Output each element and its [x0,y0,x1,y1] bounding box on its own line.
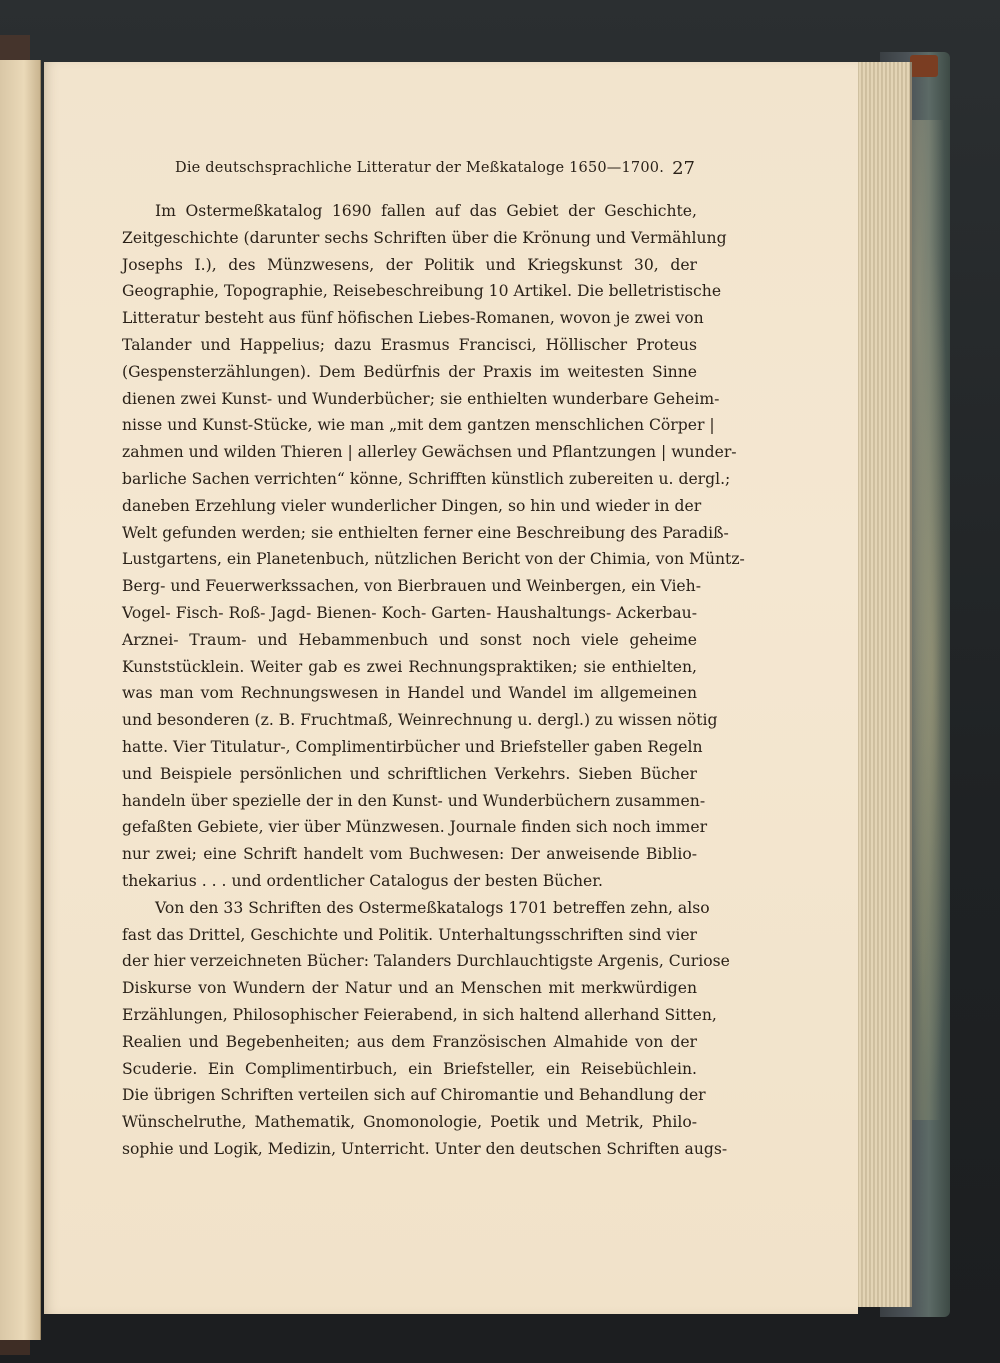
text-line: nur zwei; eine Schrift handelt vom Buchwesen: Der anweisende Biblio- [122,845,697,864]
text-line: Vogel- Fisch- Roß- Jagd- Bienen- Koch- Garten- Haushaltungs- Ackerbau- [122,603,697,622]
text-line: was man vom Rechnungswesen in Handel und Wandel im allgemeinen [122,684,697,703]
text-line: thekarius . . . und ordentlicher Catalogus der besten Bücher. [122,871,603,890]
text-line: Welt gefunden werden; sie enthielten ferner eine Beschreibung des Paradiß- [122,523,729,542]
text-line: fast das Drittel, Geschichte und Politik. Unterhaltungsschriften sind vier [122,925,697,944]
text-line: Josephs I.), des Münzwesens, der Politik und Kriegskunst 30, der [122,255,697,274]
text-line: Geographie, Topographie, Reisebeschreibung 10 Artikel. Die belletristische [122,282,722,301]
text-line: Diskurse von Wundern der Natur und an Menschen mit merkwürdigen [122,979,697,998]
text-line: Talander und Happelius; dazu Erasmus Francisci, Höllischer Proteus [122,335,697,354]
previous-page-edge [0,60,41,1340]
cover-corner-leather [910,55,938,77]
running-title: Die deutschsprachliche Litteratur der Meßkataloge 1650—1700. [175,160,665,176]
text-line: Kunststücklein. Weiter gab es zwei Rechnungspraktiken; sie enthielten, [122,657,697,676]
text-line: daneben Erzehlung vieler wunderlicher Dingen, so hin und wieder in der [122,496,702,515]
running-head [175,160,695,186]
text-line: Realien und Begebenheiten; aus dem Französischen Almahide von der [122,1032,697,1051]
text-line: Von den 33 Schriften des Ostermeßkatalogs 1701 betreffen zehn, also [155,898,710,917]
body-text [122,198,745,1163]
page-number: 27 [672,158,695,179]
text-line: Lustgartens, ein Planetenbuch, nützlichen Bericht von der Chimia, von Müntz- [122,550,745,569]
text-line: und Beispiele persönlichen und schriftlichen Verkehrs. Sieben Bücher [122,764,697,783]
text-line: hatte. Vier Titulatur-, Complimentirbücher und Briefsteller gaben Regeln [122,737,703,756]
text-line: Erzählungen, Philosophischer Feierabend, in sich haltend allerhand Sitten, [122,1005,717,1024]
text-line: Litteratur besteht aus fünf höfischen Liebes-Romanen, wovon je zwei von [122,309,704,328]
text-line: handeln über spezielle der in den Kunst- und Wunderbüchern zusammen- [122,791,706,810]
page-stack-edges [855,62,912,1307]
text-line: und besonderen (z. B. Fruchtmaß, Weinrechnung u. dergl.) zu wissen nötig [122,711,718,730]
text-line: zahmen und wilden Thieren | allerley Gewächsen und Pflantzungen | wunder- [122,443,737,462]
text-line: Berg- und Feuerwerkssachen, von Bierbrauen und Weinbergen, ein Vieh- [122,577,701,596]
text-line: Zeitgeschichte (darunter sechs Schriften über die Krönung und Vermählung [122,228,727,247]
text-line: Wünschelruthe, Mathematik, Gnomonologie, Poetik und Metrik, Philo- [122,1113,697,1132]
text-line: der hier verzeichneten Bücher: Talanders Durchlauchtigste Argenis, Curiose [122,952,730,971]
text-line: (Gespensterzählungen). Dem Bedürfnis der Praxis im weitesten Sinne [122,362,697,381]
text-line: dienen zwei Kunst- und Wunderbücher; sie enthielten wunderbare Geheim- [122,389,720,408]
text-line: Scuderie. Ein Complimentirbuch, ein Briefsteller, ein Reisebüchlein. [122,1059,697,1078]
text-line: gefaßten Gebiete, vier über Münzwesen. Journale finden sich noch immer [122,818,708,837]
text-line: Im Ostermeßkatalog 1690 fallen auf das Gebiet der Geschichte, [155,202,697,220]
text-line: Die übrigen Schriften verteilen sich auf Chiromantie und Behandlung der [122,1086,706,1105]
text-line: nisse und Kunst-Stücke, wie man „mit dem gantzen menschlichen Cörper | [122,416,715,435]
text-line: Arznei- Traum- und Hebammenbuch und sonst noch viele geheime [122,630,697,649]
text-line: sophie und Logik, Medizin, Unterricht. Unter den deutschen Schriften augs- [122,1139,728,1158]
text-line: barliche Sachen verrichten“ könne, Schrifften künstlich zubereiten u. dergl.; [122,469,731,488]
